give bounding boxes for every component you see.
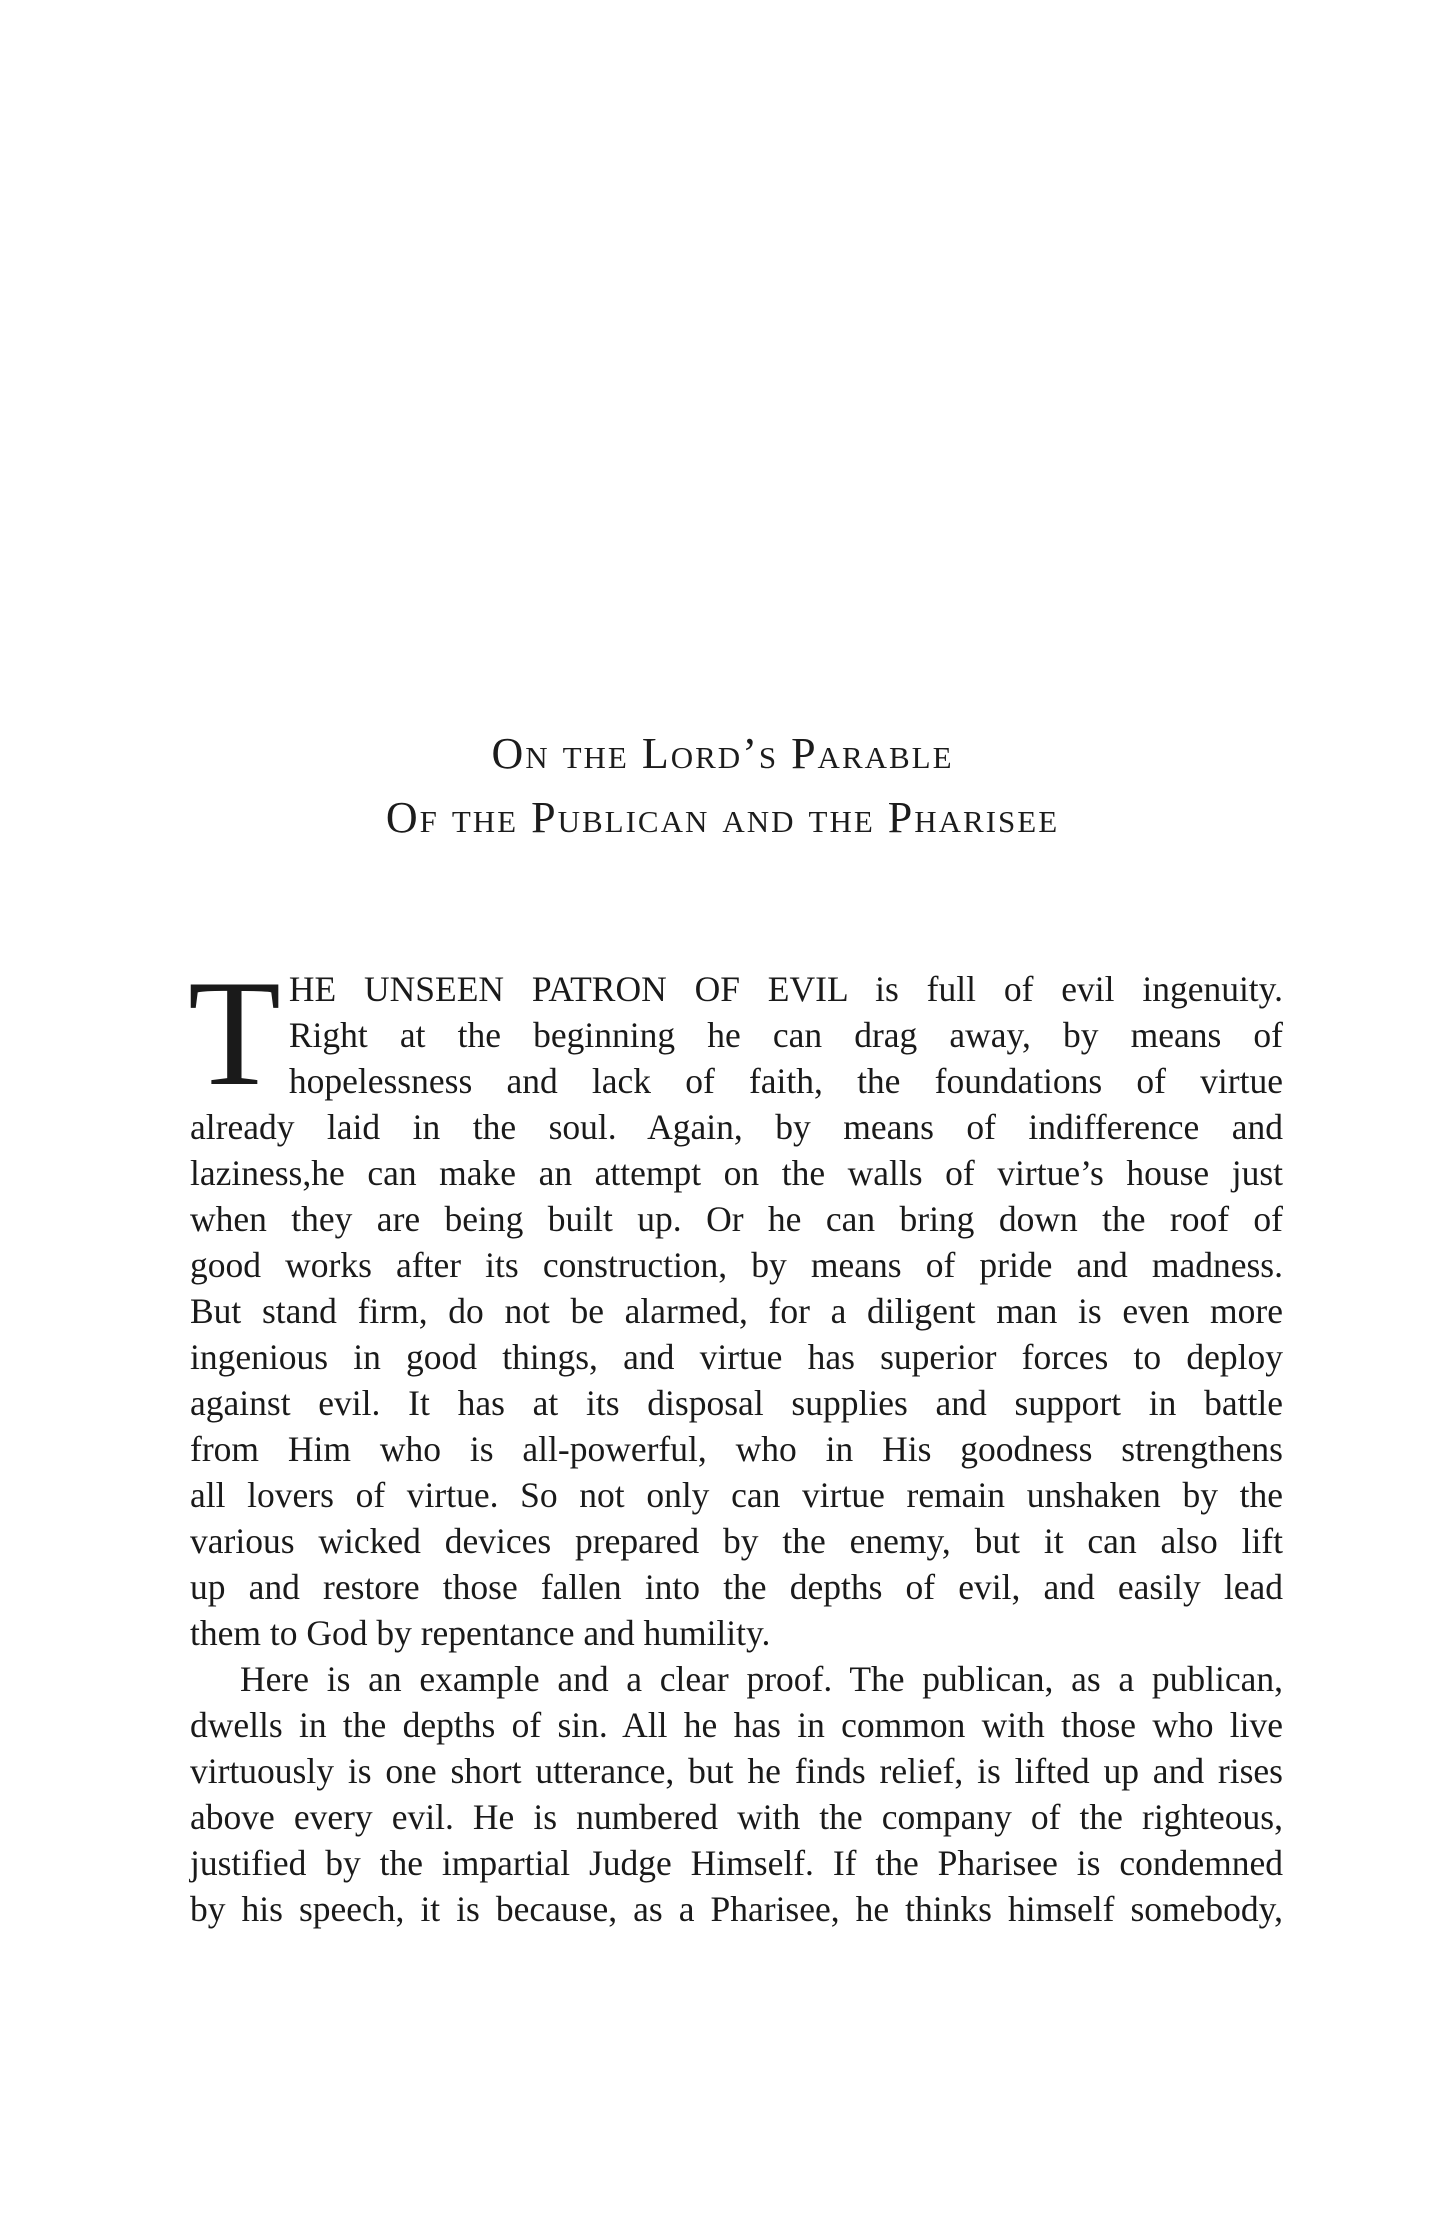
- text-line: good works after its construction, by means of pride and madness.: [190, 1245, 1283, 1285]
- lead-in-caps: HE UNSEEN PATRON OF EVIL: [288, 969, 848, 1009]
- text-line: by his speech, it is because, as a Pharisee, he thinks himself somebody,: [190, 1889, 1283, 1929]
- text-line: against evil. It has at its disposal supplies and support in battle: [190, 1383, 1283, 1423]
- text-line: virtuously is one short utterance, but he finds relief, is lifted up and rises: [190, 1751, 1283, 1791]
- text-line: justified by the impartial Judge Himself. If the Pharisee is condemned: [190, 1843, 1283, 1883]
- paragraph-2: [190, 1656, 1283, 1932]
- text-line: Right at the beginning he can drag away, by means of: [288, 1015, 1283, 1055]
- text-line: when they are being built up. Or he can bring down the roof of: [190, 1199, 1283, 1239]
- body-text: [188, 949, 1283, 1932]
- text-line: above every evil. He is numbered with the company of the righteous,: [190, 1797, 1283, 1837]
- text-line: laziness,he can make an attempt on the walls of virtue’s house just: [190, 1153, 1283, 1193]
- paragraph-1: [188, 949, 1283, 1656]
- chapter-title-line-1: On the Lord’s Parable: [491, 729, 954, 778]
- chapter-title: [0, 722, 1445, 850]
- text-line: Here is an example and a clear proof. The publican, as a publican,: [240, 1659, 1283, 1699]
- text-line: from Him who is all-powerful, who in His goodness strengthens: [190, 1429, 1283, 1469]
- drop-cap: T: [188, 949, 281, 1117]
- text-line-rest: is full of evil ingenuity.: [847, 969, 1283, 1009]
- chapter-title-line-2: Of the Publican and the Pharisee: [385, 793, 1060, 842]
- text-line: [190, 966, 1283, 1012]
- text-line: ingenious in good things, and virtue has superior forces to deploy: [190, 1337, 1283, 1377]
- text-line: all lovers of virtue. So not only can virtue remain unshaken by the: [190, 1475, 1283, 1515]
- text-line: already laid in the soul. Again, by means of indifference and: [190, 1107, 1283, 1147]
- text-line: them to God by repentance and humility.: [190, 1613, 771, 1653]
- text-line: But stand firm, do not be alarmed, for a diligent man is even more: [190, 1291, 1283, 1331]
- text-line: hopelessness and lack of faith, the foundations of virtue: [288, 1061, 1283, 1101]
- text-line: dwells in the depths of sin. All he has in common with those who live: [190, 1705, 1283, 1745]
- text-line: up and restore those fallen into the depths of evil, and easily lead: [190, 1567, 1283, 1607]
- text-line: various wicked devices prepared by the enemy, but it can also lift: [190, 1521, 1283, 1561]
